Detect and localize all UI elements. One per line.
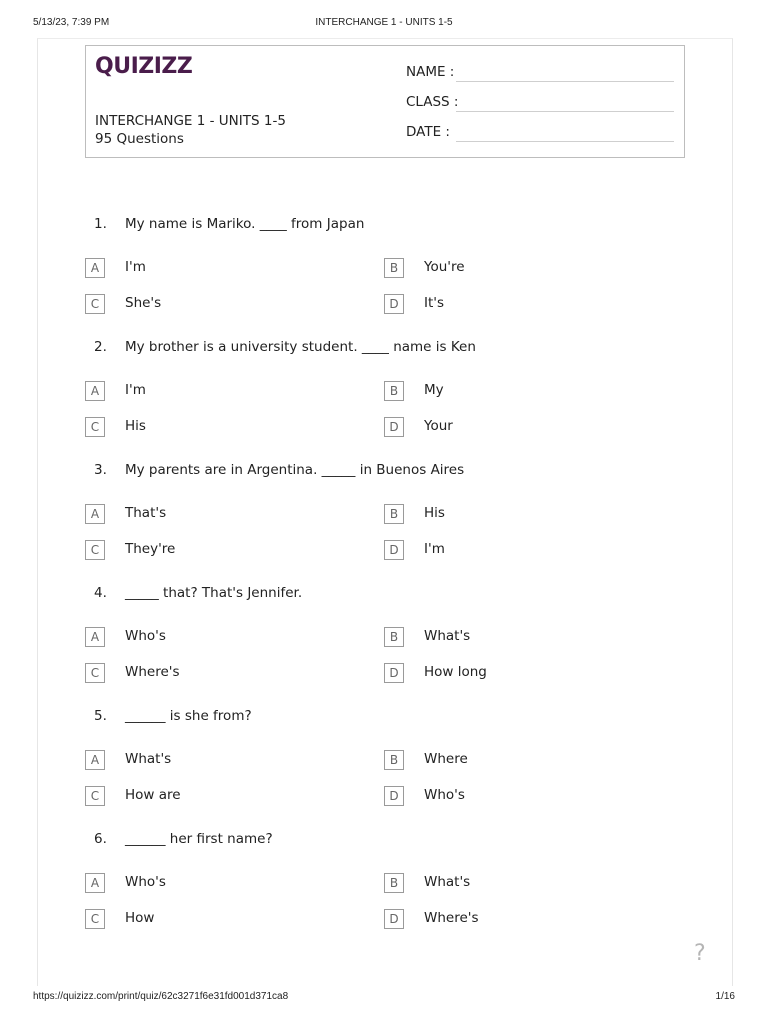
question-number: 4.	[94, 585, 107, 601]
quiz-title: INTERCHANGE 1 - UNITS 1-5	[95, 113, 286, 129]
option-letter-box: D	[384, 540, 404, 560]
option-text: It's	[424, 295, 445, 311]
date-line	[456, 141, 674, 142]
option-text: That's	[125, 505, 167, 521]
option-text: Your	[424, 418, 453, 434]
name-line	[456, 81, 674, 82]
question-number: 3.	[94, 462, 107, 478]
option-letter-box: C	[85, 417, 105, 437]
option-text: Where's	[125, 664, 180, 680]
option-text: I'm	[125, 259, 146, 275]
option-text: You're	[424, 259, 465, 275]
option-letter-box: B	[384, 504, 404, 524]
option-text: What's	[424, 874, 471, 890]
option-text: What's	[424, 628, 471, 644]
option-text: She's	[125, 295, 162, 311]
option-text: How	[125, 910, 155, 926]
option-letter-box: A	[85, 381, 105, 401]
option-text: His	[424, 505, 445, 521]
option-letter-box: B	[384, 873, 404, 893]
option-letter-box: C	[85, 786, 105, 806]
option-letter-box: C	[85, 540, 105, 560]
option-text: His	[125, 418, 146, 434]
question-number: 1.	[94, 216, 107, 232]
option-text: What's	[125, 751, 172, 767]
option-text: They're	[125, 541, 176, 557]
question-text: ______ her first name?	[125, 831, 273, 847]
question-text: ______ is she from?	[125, 708, 252, 724]
question-number: 5.	[94, 708, 107, 724]
name-label: NAME :	[406, 64, 455, 80]
option-text: Who's	[424, 787, 465, 803]
quizizz-logo: QUIZIZZ	[95, 54, 193, 79]
option-text: Who's	[125, 874, 166, 890]
class-line	[456, 111, 674, 112]
option-letter-box: B	[384, 750, 404, 770]
print-footer	[33, 991, 735, 1005]
worksheet-header	[85, 45, 685, 158]
option-letter-box: B	[384, 381, 404, 401]
question-count: 95 Questions	[95, 131, 184, 147]
option-letter-box: D	[384, 909, 404, 929]
option-letter-box: A	[85, 258, 105, 278]
option-text: Who's	[125, 628, 166, 644]
print-header	[33, 17, 735, 31]
question-number: 2.	[94, 339, 107, 355]
print-url: https://quizizz.com/print/quiz/62c3271f6e31fd001d371ca8	[33, 991, 289, 1002]
name-field[interactable]	[406, 64, 674, 82]
page-number: 1/16	[715, 991, 735, 1002]
option-letter-box: A	[85, 873, 105, 893]
option-text: My	[424, 382, 444, 398]
option-letter-box: C	[85, 909, 105, 929]
option-text: I'm	[125, 382, 146, 398]
class-field[interactable]	[406, 94, 674, 112]
question-text: My brother is a university student. ____ name is Ken	[125, 339, 476, 355]
option-letter-box: C	[85, 294, 105, 314]
option-text: How are	[125, 787, 181, 803]
option-letter-box: B	[384, 258, 404, 278]
option-text: I'm	[424, 541, 445, 557]
question-text: _____ that? That's Jennifer.	[125, 585, 303, 601]
question-mark-icon[interactable]: ?	[694, 941, 706, 966]
option-letter-box: D	[384, 663, 404, 683]
option-letter-box: C	[85, 663, 105, 683]
class-label: CLASS :	[406, 94, 459, 110]
question-text: My parents are in Argentina. _____ in Buenos Aires	[125, 462, 465, 478]
option-letter-box: D	[384, 294, 404, 314]
date-field[interactable]	[406, 124, 674, 142]
option-letter-box: D	[384, 786, 404, 806]
option-text: Where's	[424, 910, 479, 926]
question-number: 6.	[94, 831, 107, 847]
option-letter-box: A	[85, 504, 105, 524]
question-text: My name is Mariko. ____ from Japan	[125, 216, 365, 232]
print-title: INTERCHANGE 1 - UNITS 1-5	[315, 17, 453, 28]
print-datetime: 5/13/23, 7:39 PM	[33, 17, 110, 28]
option-text: Where	[424, 751, 468, 767]
option-letter-box: A	[85, 627, 105, 647]
option-letter-box: D	[384, 417, 404, 437]
option-text: How long	[424, 664, 487, 680]
option-letter-box: B	[384, 627, 404, 647]
date-label: DATE :	[406, 124, 450, 140]
option-letter-box: A	[85, 750, 105, 770]
